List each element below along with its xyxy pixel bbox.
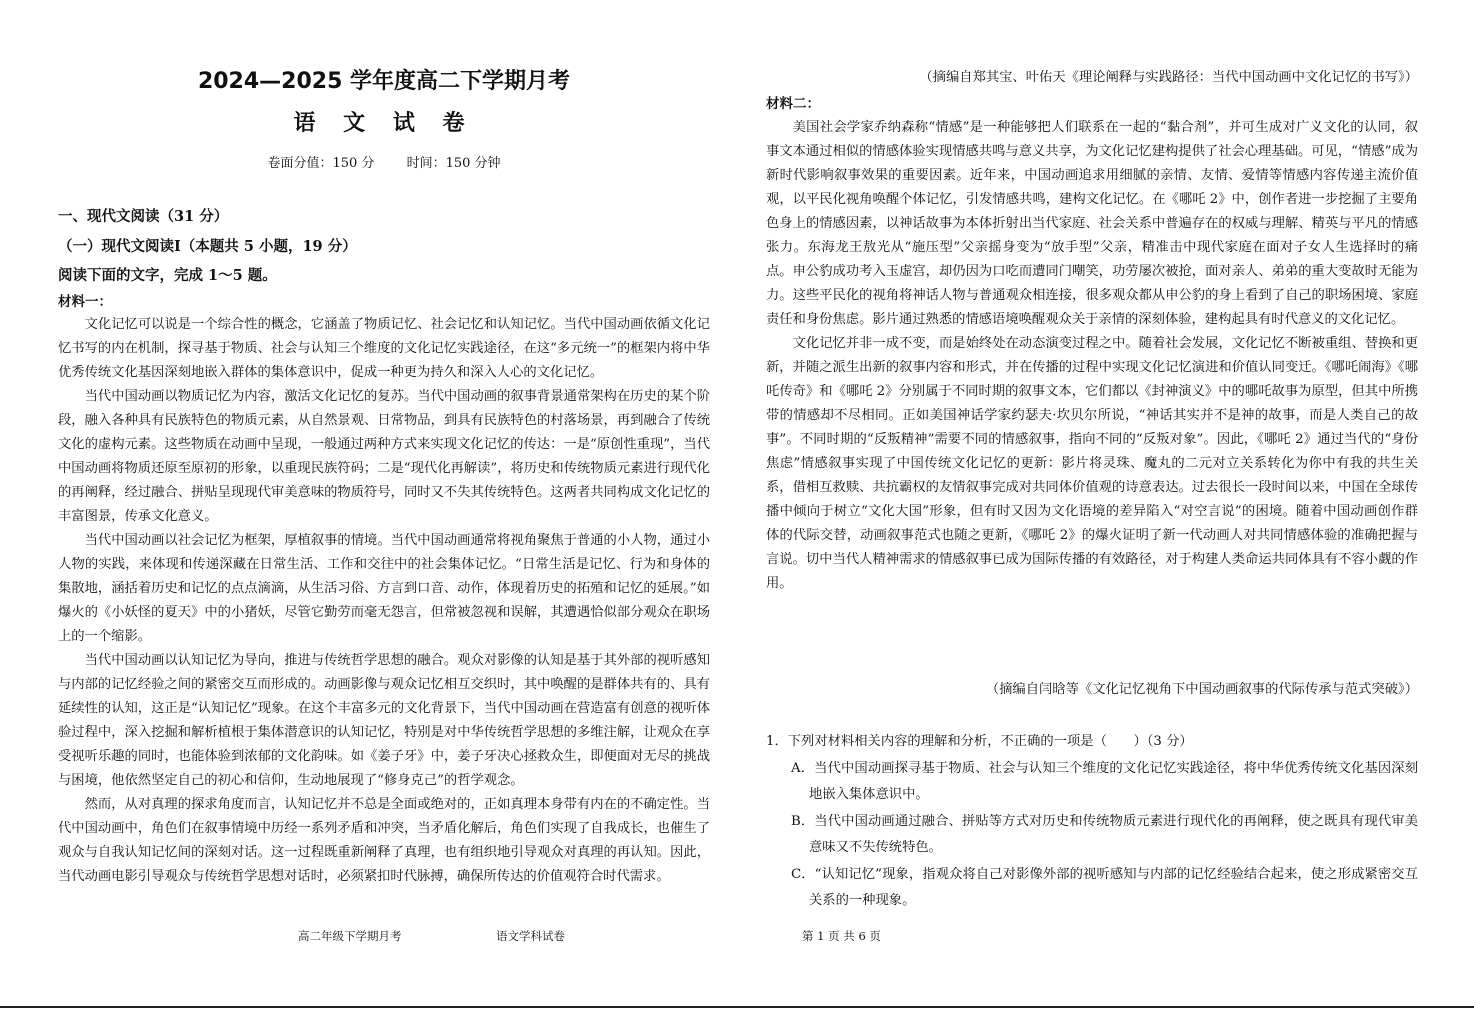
material1-body bbox=[58, 313, 710, 889]
material2-body bbox=[766, 116, 1418, 596]
paragraph: 文化记忆可以说是一个综合性的概念，它涵盖了物质记忆、社会记忆和认知记忆。当代中国动画依循文化记忆书写的内在机制，探寻基于物质、社会与认知三个维度的文化记忆实践途径，在这“多元统一”的框架内将中华优秀传统文化基因深刻地嵌入群体的集体意识中，促成一种更为持久和深入人心的文化记忆。 bbox=[58, 317, 710, 380]
page-edge-divider bbox=[0, 1006, 1474, 1008]
paragraph: 当代中国动画以认知记忆为导向，推进与传统哲学思想的融合。观众对影像的认知是基于其外部的视听感知与内部的记忆经验之间的紧密交互而形成的。动画影像与观众记忆相互交织时，其中唤醒的是群体共有的、具有延续性的认知，这正是“认知记忆”现象。在这个丰富多元的文化背景下，当代中国动画在营造富有创意的视听体验过程中，深入挖掘和解析植根于集体潜意识的认知记忆，特别是对中华传统哲学思想的多维注解，让观众在享受视听乐趣的同时，也能体验到浓郁的文化韵味。如《姜子牙》中，姜子牙决心拯救众生，即便面对无尽的挑战与困境，他依然坚定自己的初心和信仰，生动地展现了“修身克己”的哲学观念。 bbox=[58, 653, 710, 788]
instruction: 阅读下面的文字，完成 1～5 题。 bbox=[58, 267, 277, 284]
paragraph: 美国社会学家乔纳森称“情感”是一种能够把人们联系在一起的“黏合剂”，并可生成对广义文化的认同，叙事文本通过相似的情感体验实现情感共鸣与意义共享，为文化记忆建构提供了社会心理基础。可见，“情感”成为新时代影响叙事效果的重要因素。近年来，中国动画追求用细腻的亲情、友情、爱情等情感内容传递主流价值观，以平民化视角唤醒个体记忆，引发情感共鸣，建构文化记忆。在《哪吒 2》中，创作者进一步挖掘了主要角色身上的情感因素，以神话故事为本体折射出当代家庭、社会关系中普遍存在的权威与理解、精英与平凡的情感张力。东海龙王敖光从“施压型”父亲摇身变为“放手型”父亲，精准击中现代家庭在面对子女人生选择时的痛点。申公豹成功考入玉虚宫，却仍因为口吃而遭同门嘲笑，功劳屡次被抢，面对亲人、弟弟的重大变故时无能为力。这些平民化的视角将神话人物与普通观众相连接，很多观众都从申公豹的身上看到了自己的职场困境、家庭责任和身份焦虑。影片通过熟悉的情感语境唤醒观众关于亲情的深刻体验，建构起具有时代意义的文化记忆。 bbox=[766, 120, 1418, 327]
material1-source: （摘编自郑其宝、叶佑天《理论阐释与实践路径：当代中国动画中文化记忆的书写》） bbox=[919, 70, 1418, 85]
paragraph: 当代中国动画以社会记忆为框架，厚植叙事的情境。当代中国动画通常将视角聚焦于普通的小人物，通过小人物的实践，来体现和传递深藏在日常生活、工作和交往中的社会集体记忆。“日常生活是记忆、行为和身体的集散地，涵括着历史和记忆的点点滴滴，从生活习俗、方言到口音、动作，体现着历史的拓殖和记忆的延展。”如爆火的《小妖怪的夏天》中的小猪妖，尽管它勤劳而毫无怨言，但常被忽视和误解，其遭遇恰似部分观众在职场上的一个缩影。 bbox=[58, 533, 710, 644]
footer-grade: 高二年级下学期月考 bbox=[298, 929, 402, 943]
subsection-heading: （一）现代文阅读Ⅰ（本题共 5 小题，19 分） bbox=[58, 238, 357, 255]
score-info: 卷面分值：150 分 bbox=[267, 156, 375, 171]
option-c: C．“认知记忆”现象，指观众将自己对影像外部的视听感知与内部的记忆经验结合起来，使之形成紧密交互关系的一种现象。 bbox=[791, 866, 1418, 908]
paragraph: 当代中国动画以物质记忆为内容，激活文化记忆的复苏。当代中国动画的叙事背景通常架构在历史的某个阶段，融入各种具有民族特色的物质元素，从自然景观、日常物品，到具有民族特色的村落场景，再到融合了传统文化的虚构元素。这些物质在动画中呈现，一般通过两种方式来实现文化记忆的传达：一是“原创性重现”，当代中国动画将物质还原至原初的形象，以重现民族符码；二是“现代化再解读”，将历史和传统物质元素进行现代化的再阐释，经过融合、拼贴呈现现代审美意味的物质符号，同时又不失其传统特色。这两者共同构成文化记忆的丰富图景，传承文化意义。 bbox=[58, 389, 710, 524]
material2-source: （摘编自闫晗等《文化记忆视角下中国动画叙事的代际传承与范式突破》） bbox=[985, 682, 1418, 697]
paragraph: 然而，从对真理的探求角度而言，认知记忆并不总是全面或绝对的，正如真理本身带有内在的不确定性。当代中国动画中，角色们在叙事情境中历经一系列矛盾和冲突，当矛盾化解后，角色们实现了自我成长，也催生了观众与自我认知记忆间的深刻对话。这一过程既重新阐释了真理，也有组织地引导观众对真理的再认知。因此，当代动画电影引导观众与传统哲学思想对话时，必须紧扣时代脉搏，确保所传达的价值观符合时代需求。 bbox=[58, 797, 710, 884]
exam-subtitle: 语 文 试 卷 bbox=[293, 111, 475, 136]
option-a: A．当代中国动画探寻基于物质、社会与认知三个维度的文化记忆实践途径，将中华优秀传统文化基因深刻地嵌入集体意识中。 bbox=[791, 760, 1418, 802]
time-info: 时间：150 分钟 bbox=[406, 156, 501, 171]
section-heading: 一、现代文阅读（31 分） bbox=[58, 208, 229, 225]
exam-meta bbox=[58, 152, 710, 171]
footer-page-number: 第 1 页 共 6 页 bbox=[802, 929, 881, 943]
footer-subject: 语文学科试卷 bbox=[496, 929, 565, 943]
material2-label: 材料二： bbox=[766, 96, 820, 112]
question-1 bbox=[766, 729, 1418, 915]
option-b: B．当代中国动画通过融合、拼贴等方式对历史和传统物质元素进行现代化的再阐释，使之既具有现代审美意味又不失传统特色。 bbox=[791, 813, 1418, 855]
paragraph: 文化记忆并非一成不变，而是始终处在动态演变过程之中。随着社会发展，文化记忆不断被重组、替换和更新，并随之派生出新的叙事内容和形式，并在传播的过程中实现文化记忆演进和价值认同变迁。《哪吒闹海》《哪吒传奇》和《哪吒 2》分别属于不同时期的叙事文本，它们都以《封神演义》中的哪吒故事为原型，但其中所携带的情感却不尽相同。正如美国神话学家约瑟夫·坎贝尔所说，“神话其实并不是神的故事，而是人类自己的故事”。不同时期的“反叛精神”需要不同的情感叙事，指向不同的“反叛对象”。因此，《哪吒 2》通过当代的“身份焦虑”情感叙事实现了中国传统文化记忆的更新：影片将灵珠、魔丸的二元对立关系转化为你中有我的共生关系，借相互救赎、共抗霸权的友情叙事完成对共同体价值观的诗意表达。过去很长一段时间以来，中国在全球传播中倾向于树立“文化大国”形象，但有时又因为文化语境的差异陷入“对空言说”的困境。随着中国动画创作群体的代际交替，动画叙事范式也随之更新，《哪吒 2》的爆火证明了新一代动画人对共同情感体验的准确把握与言说。切中当代人精神需求的情感叙事已成为国际传播的有效路径，对于构建人类命运共同体具有不容小觑的作用。 bbox=[766, 336, 1418, 591]
material1-label: 材料一： bbox=[58, 294, 112, 310]
exam-title: 2024—2025 学年度高二下学期月考 bbox=[197, 69, 571, 94]
question-stem: 1．下列对材料相关内容的理解和分析，不正确的一项是（ ）（3 分） bbox=[766, 734, 1193, 749]
